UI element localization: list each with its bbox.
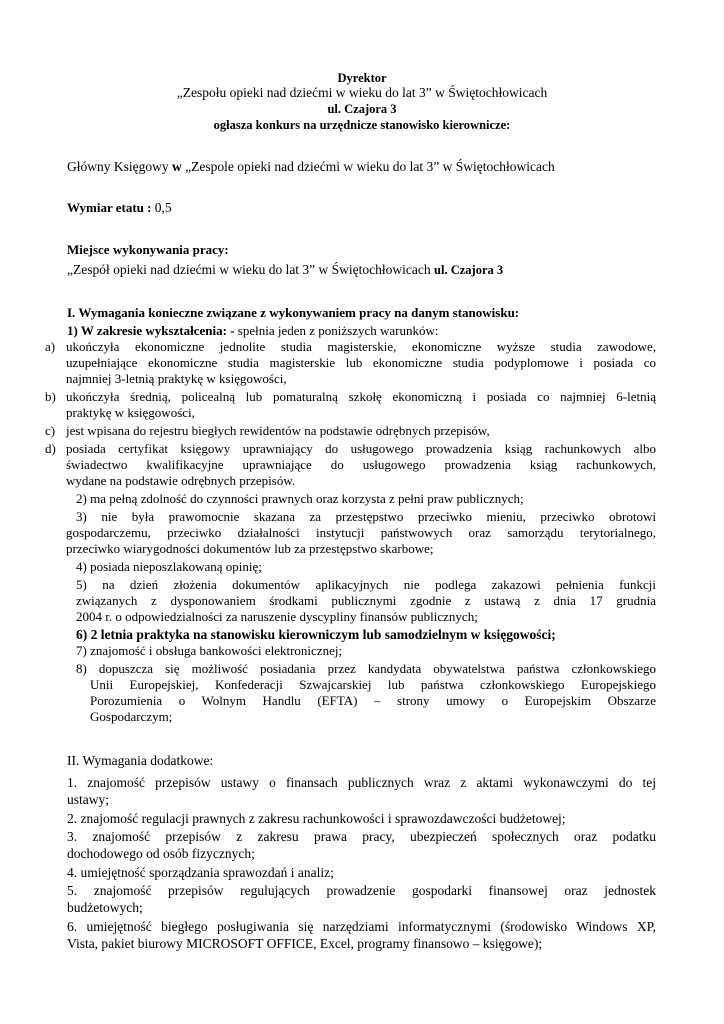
workplace-label: Miejsce wykonywania pracy: <box>67 242 229 257</box>
item-a-line3: najmniej 3-letnią praktykę w księgowości, <box>66 371 287 386</box>
item-d-line2: świadectwo kwalifikacyjne uprawniające do usługowego prowadzenia ksiąg rachunkowych, <box>66 457 656 472</box>
req-3-line2: dochodowego od osób fizycznych; <box>67 846 255 861</box>
item-6: 6) 2 letnia praktyka na stanowisku kierowniczym lub samodzielnym w księgowości; <box>76 627 556 642</box>
item-8-line2: Unii Europejskiej, Konfederacji Szwajcarskiej lub państwa członkowskiego Europejskiego <box>90 677 656 692</box>
item-3-line2: gospodarczemu, przeciwko działalności instytucji państwowych oraz samorządu terytorialnego, <box>66 525 656 540</box>
item-c-label: c) <box>45 423 56 438</box>
item-2: 2) ma pełną zdolność do czynności prawnych oraz korzysta z pełni praw publicznych; <box>76 491 524 506</box>
item-a-label: a) <box>45 339 56 354</box>
item-8-line3: Porozumienia o Wolnym Handlu (EFTA) – strony umowy o Europejskim Obszarze <box>90 693 656 708</box>
education-label: 1) W zakresie wykształcenia: - <box>67 323 238 338</box>
req-4: 4. umiejętność sporządzania sprawozdań i analiz; <box>67 865 334 880</box>
workplace <box>67 262 503 278</box>
req-1-line1: 1. znajomość przepisów ustawy o finansach publicznych wraz z aktami wykonawczymi do tej <box>67 775 656 790</box>
item-b-line2: praktykę w księgowości, <box>66 405 195 420</box>
item-5-line2: związanych z dysponowaniem środkami publicznymi zgodnie z ustawą z dnia 17 grudnia <box>76 593 656 608</box>
workload-label: Wymiar etatu : <box>67 200 155 215</box>
item-c-line1: jest wpisana do rejestru biegłych rewidentów na podstawie odrębnych przepisów, <box>66 423 490 438</box>
section1-education <box>67 323 439 339</box>
item-d-label: d) <box>45 441 56 456</box>
item-a-line2: uzupełniające ekonomiczne studia magisterskie lub ekonomiczne studia podyplomowe i posiada co <box>66 355 656 370</box>
item-b-line1: ukończyła średnią, policealną lub pomaturalną szkołę ekonomiczną i posiada co najmniej 6-letnią <box>66 389 656 404</box>
req-5-line2: budżetowych; <box>67 900 143 915</box>
req-3-line1: 3. znajomość przepisów z zakresu prawa pracy, ubezpieczeń społecznych oraz podatku <box>67 829 656 844</box>
req-1-line2: ustawy; <box>67 792 109 807</box>
header-director: Dyrektor <box>337 71 387 85</box>
workplace-street: ul. Czajora 3 <box>434 263 504 277</box>
header-institution: „Zespołu opieki nad dziećmi w wieku do lat 3” w Świętochłowicach <box>176 85 548 100</box>
section2-title: II. Wymagania dodatkowe: <box>67 753 214 768</box>
workplace-value: „Zespół opieki nad dziećmi w wieku do lat 3” w Świętochłowicach <box>67 262 435 277</box>
workload-value: 0,5 <box>154 200 172 215</box>
position-w: w <box>172 159 182 174</box>
header-street: ul. Czajora 3 <box>327 102 397 116</box>
item-8-line4: Gospodarczym; <box>90 709 173 724</box>
header-announcement: ogłasza konkurs na urzędnicze stanowisko kierownicze: <box>213 118 511 132</box>
item-3-line3: przeciwko wiarygodności dokumentów lub za przestępstwo skarbowe; <box>66 541 434 556</box>
item-d-line1: posiada certyfikat księgowy uprawniający do usługowego prowadzenia ksiąg rachunkowych albo <box>66 441 656 456</box>
req-6-line1: 6. umiejętność biegłego posługiwania się narzędziami informatycznymi (środowisko Windows XP, <box>67 919 656 934</box>
workload <box>67 200 172 216</box>
position-prefix: Główny Księgowy <box>67 159 172 174</box>
item-b-label: b) <box>45 389 56 404</box>
item-5-line3: 2004 r. o odpowiedzialności za naruszenie dyscypliny finansów publicznych; <box>76 609 478 624</box>
item-5-line1: 5) na dzień złożenia dokumentów aplikacyjnych nie podlega zakazowi pełnienia funkcji <box>76 577 656 592</box>
req-6-line2: Vista, pakiet biurowy MICROSOFT OFFICE, Excel, programy finansowo – księgowe); <box>67 936 543 951</box>
position-suffix: „Zespole opieki nad dziećmi w wieku do lat 3” w Świętochłowicach <box>181 159 555 174</box>
req-5-line1: 5. znajomość przepisów regulujących prowadzenie gospodarki finansowej oraz jednostek <box>67 883 656 898</box>
req-2: 2. znajomość regulacji prawnych z zakresu rachunkowości i sprawozdawczości budżetowej; <box>67 811 566 826</box>
item-7: 7) znajomość i obsługa bankowości elektronicznej; <box>76 643 343 658</box>
item-d-line3: wydane na podstawie odrębnych przepisów. <box>66 473 296 488</box>
section1-title: I. Wymagania konieczne związane z wykonywaniem pracy na danym stanowisku: <box>67 305 520 320</box>
item-3-line1: 3) nie była prawomocnie skazana za przestępstwo przeciwko mieniu, przeciwko obrotowi <box>76 509 656 524</box>
position-title <box>67 159 555 175</box>
education-text: spełnia jeden z poniższych warunków: <box>237 323 439 338</box>
item-8-line1: 8) dopuszcza się możliwość posiadania przez kandydata obywatelstwa państwa członkowskiego <box>76 661 656 676</box>
item-4: 4) posiada nieposzlakowaną opinię; <box>76 559 262 574</box>
item-a-line1: ukończyła ekonomiczne jednolite studia magisterskie, ekonomiczne wyższe studia zawodowe, <box>66 339 656 354</box>
